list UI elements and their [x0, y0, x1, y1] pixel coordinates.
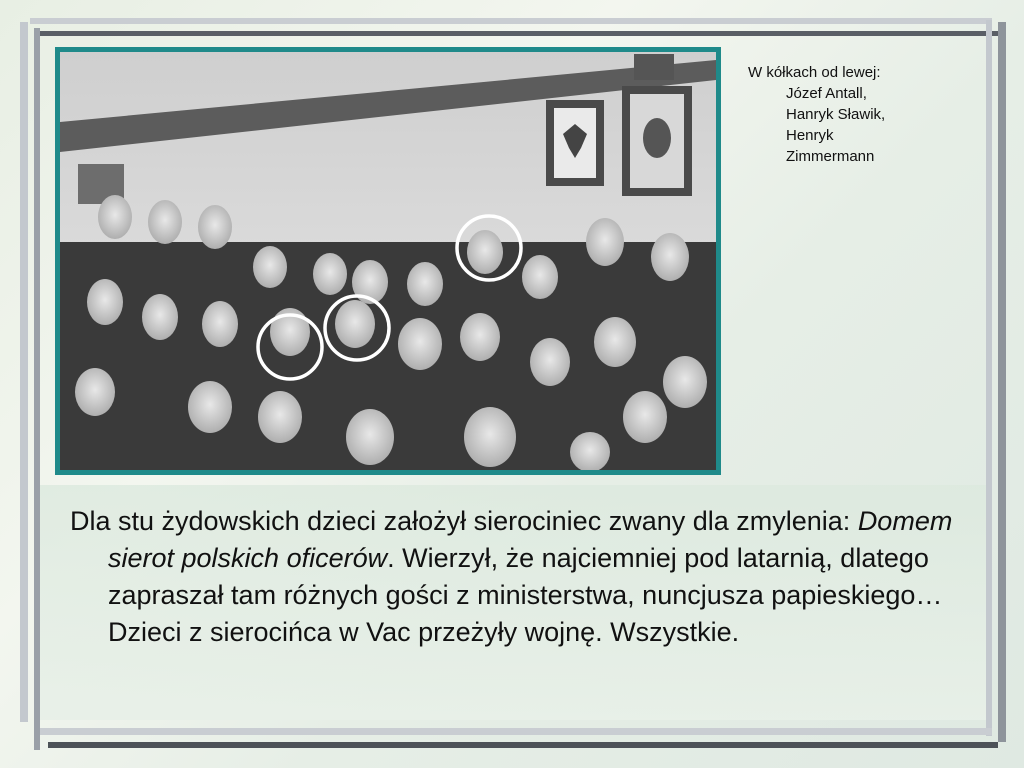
frame-bar-bottom-light: [40, 728, 992, 735]
photo-caption: [748, 62, 968, 167]
frame-bar-bottom-dark: [48, 742, 998, 748]
body-paragraph-text: [70, 503, 970, 651]
caption-heading: W kółkach od lewej:: [748, 64, 881, 81]
body-text-part1: Dla stu żydowskich dzieci założył sierociniec zwany dla zmylenia:: [70, 506, 858, 536]
frame-bar-right-dark: [998, 22, 1006, 742]
group-photo: [55, 47, 721, 475]
caption-name-2: Hanryk Sławik,: [786, 106, 886, 123]
body-text-emphasis: Domem sierot polskich oficerów: [108, 506, 953, 573]
frame-bar-top-light: [30, 18, 992, 24]
group-photo-image: [60, 52, 716, 470]
body-text-part2: . Wierzył, że najciemniej pod latarnią, dlatego zapraszał tam różnych gości z ministerstwa, nuncjusza papieskiego… Dzieci z sierocińca w Vac przeżyły wojnę. Wszystkie.: [108, 543, 943, 647]
caption-name-4: Zimmermann: [786, 148, 875, 165]
frame-bar-left-light: [20, 22, 28, 722]
frame-bar-right-light: [986, 20, 992, 736]
photo-frame-top: [634, 54, 674, 80]
frame-bar-top-dark: [38, 31, 998, 36]
caption-name-1: Józef Antall,: [786, 85, 867, 102]
body-paragraph: [70, 503, 970, 651]
caption-name-3: Henryk: [786, 127, 834, 144]
